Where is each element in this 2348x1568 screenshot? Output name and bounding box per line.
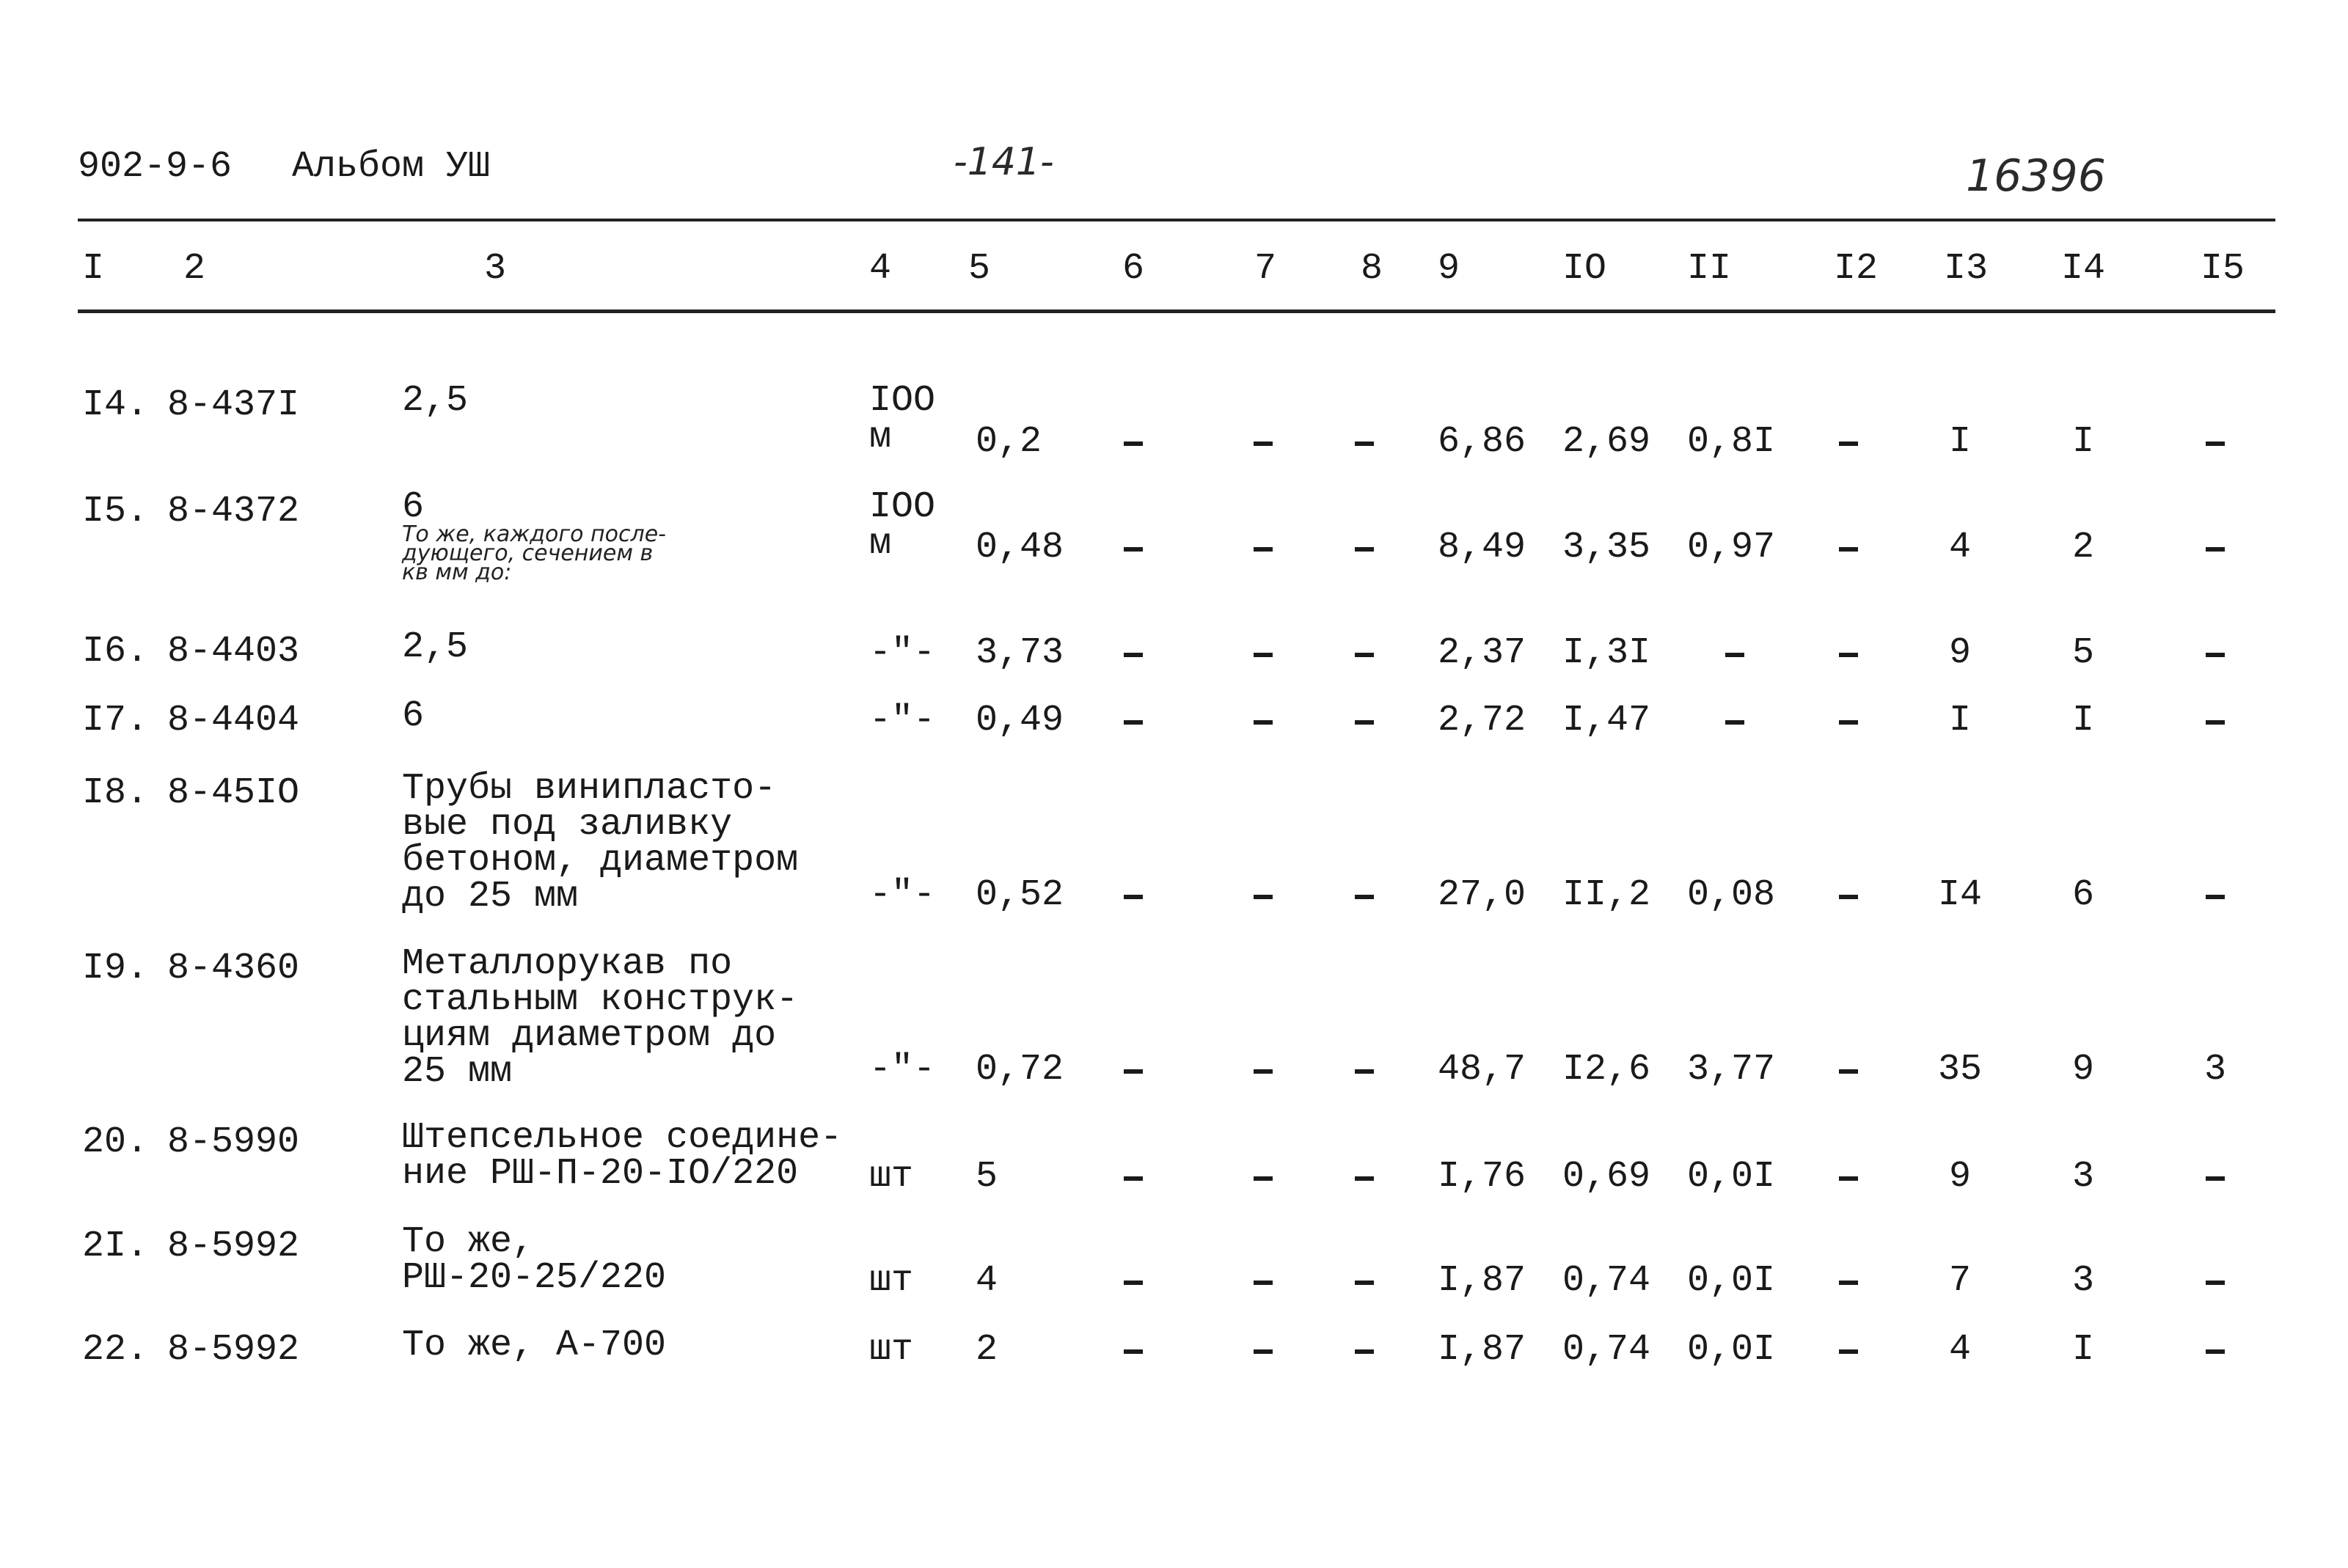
value-c5: 0,52 (976, 874, 1064, 916)
page-number-mark: -141- (954, 140, 1054, 184)
row-number: I5. (82, 491, 149, 532)
value-c11: 0,0I (1687, 1260, 1776, 1302)
item-description: Штепсельное соедине- ние РШ-П-20-IO/220 (402, 1117, 843, 1195)
value-c14: 3 (2071, 1260, 2095, 1302)
item-description: 2,5 (402, 626, 469, 668)
dash-c6 (1124, 442, 1143, 446)
column-header-12: I2 (1834, 248, 1879, 290)
dash-c7 (1254, 1281, 1273, 1285)
rate-code: 8-4360 (167, 948, 300, 989)
value-c5: 5 (976, 1156, 998, 1198)
album-title: Альбом УШ (292, 146, 491, 188)
value-c14: 5 (2071, 632, 2095, 674)
dash-c7 (1254, 653, 1273, 657)
value-c10: 3,35 (1562, 527, 1651, 568)
dash-c12 (1839, 1281, 1858, 1285)
value-c10: I,47 (1562, 700, 1651, 741)
value-c13: 9 (1948, 1156, 1972, 1198)
dash-c15 (2206, 653, 2225, 657)
value-c10: 0,69 (1562, 1156, 1651, 1198)
value-c5: 3,73 (976, 632, 1064, 674)
value-c11: 3,77 (1687, 1049, 1776, 1091)
value-c9: I,87 (1438, 1329, 1526, 1371)
dash-c7 (1254, 442, 1273, 446)
dash-c8 (1355, 1069, 1374, 1074)
rate-code: 8-437I (167, 384, 300, 426)
dash-c12 (1839, 1069, 1858, 1074)
value-c14: 9 (2071, 1049, 2095, 1091)
value-c14: 6 (2071, 874, 2095, 916)
column-header-14: I4 (2061, 248, 2106, 290)
unit-of-measure: -"- (869, 700, 936, 741)
value-c13: 9 (1948, 632, 1972, 674)
rate-code: 8-5990 (167, 1121, 300, 1163)
dash-c12 (1839, 1176, 1858, 1181)
dash-c6 (1124, 1176, 1143, 1181)
dash-c12 (1839, 720, 1858, 725)
dash-c7 (1254, 1349, 1273, 1354)
column-header-6: 6 (1122, 248, 1145, 290)
value-c13: I (1948, 421, 1972, 463)
dash-c15 (2206, 1281, 2225, 1285)
value-c14: I (2071, 1329, 2095, 1371)
rate-code: 8-45IO (167, 772, 300, 814)
value-c13: 4 (1948, 527, 1972, 568)
value-c9: 27,0 (1438, 874, 1526, 916)
unit-of-measure: -"- (869, 632, 936, 674)
row-number: 22. (82, 1329, 149, 1371)
value-c11: 0,8I (1687, 421, 1776, 463)
value-c5: 0,48 (976, 527, 1064, 568)
dash-c7 (1254, 895, 1273, 899)
dash-c11 (1725, 653, 1744, 657)
dash-c15 (2206, 442, 2225, 446)
dash-c8 (1355, 653, 1374, 657)
column-header-7: 7 (1254, 248, 1277, 290)
column-header-4: 4 (869, 248, 892, 290)
dash-c15 (2206, 720, 2225, 725)
item-description: То же, А-700 (402, 1325, 667, 1366)
column-header-1: I (82, 248, 105, 290)
item-description: То же, РШ-20-25/220 (402, 1221, 667, 1299)
unit-of-measure: -"- (869, 1049, 936, 1091)
dash-c6 (1124, 547, 1143, 552)
value-c9: I,87 (1438, 1260, 1526, 1302)
dash-c12 (1839, 653, 1858, 657)
item-description: Металлорукав по стальным конструк- циям диаметром до 25 мм (402, 943, 799, 1093)
dash-c6 (1124, 1349, 1143, 1354)
value-c15: 3 (2203, 1049, 2227, 1091)
row-number: I8. (82, 772, 149, 814)
dash-c8 (1355, 895, 1374, 899)
dash-c6 (1124, 895, 1143, 899)
value-c5: 4 (976, 1260, 998, 1302)
dash-c15 (2206, 1349, 2225, 1354)
value-c11: 0,08 (1687, 874, 1776, 916)
dash-c12 (1839, 895, 1858, 899)
value-c5: 0,72 (976, 1049, 1064, 1091)
dash-c8 (1355, 547, 1374, 552)
value-c5: 0,49 (976, 700, 1064, 741)
dash-c11 (1725, 720, 1744, 725)
value-c5: 0,2 (976, 421, 1042, 463)
dash-c6 (1124, 653, 1143, 657)
row-number: 2I. (82, 1226, 149, 1267)
value-c11: 0,97 (1687, 527, 1776, 568)
row-number: I7. (82, 700, 149, 741)
column-header-2: 2 (183, 248, 206, 290)
column-header-8: 8 (1361, 248, 1383, 290)
dash-c7 (1254, 1176, 1273, 1181)
value-c9: 48,7 (1438, 1049, 1526, 1091)
rate-code: 8-4404 (167, 700, 300, 741)
column-header-11: II (1687, 248, 1732, 290)
value-c14: 3 (2071, 1156, 2095, 1198)
dash-c6 (1124, 1281, 1143, 1285)
column-header-15: I5 (2201, 248, 2245, 290)
value-c10: I,3I (1562, 632, 1651, 674)
value-c10: I2,6 (1562, 1049, 1651, 1091)
item-description: Трубы винипласто- вые под заливку бетоном, диаметром до 25 мм (402, 768, 799, 917)
row-number: 20. (82, 1121, 149, 1163)
column-header-5: 5 (968, 248, 991, 290)
rate-code: 8-4403 (167, 631, 300, 673)
dash-c12 (1839, 547, 1858, 552)
dash-c6 (1124, 1069, 1143, 1074)
value-c11: 0,0I (1687, 1156, 1776, 1198)
rate-code: 8-5992 (167, 1329, 300, 1371)
column-header-9: 9 (1438, 248, 1460, 290)
value-c9: I,76 (1438, 1156, 1526, 1198)
unit-of-measure: шт (869, 1329, 914, 1371)
value-c10: 0,74 (1562, 1260, 1651, 1302)
value-c11: 0,0I (1687, 1329, 1776, 1371)
column-header-10: IO (1562, 248, 1607, 290)
value-c10: 0,74 (1562, 1329, 1651, 1371)
row-number: I6. (82, 631, 149, 673)
column-header-3: 3 (484, 248, 507, 290)
value-c9: 6,86 (1438, 421, 1526, 463)
unit-of-measure: шт (869, 1156, 914, 1198)
row-number: I4. (82, 384, 149, 426)
rate-code: 8-4372 (167, 491, 300, 532)
unit-of-measure: IOO м (869, 380, 936, 458)
row-number: I9. (82, 948, 149, 989)
column-header-13: I3 (1944, 248, 1989, 290)
value-c9: 2,37 (1438, 632, 1526, 674)
value-c9: 2,72 (1438, 700, 1526, 741)
dash-c6 (1124, 720, 1143, 725)
value-c13: 7 (1948, 1260, 1972, 1302)
header-bottom-rule (78, 309, 2275, 313)
value-c5: 2 (976, 1329, 998, 1371)
dash-c12 (1839, 442, 1858, 446)
dash-c8 (1355, 1349, 1374, 1354)
dash-c15 (2206, 547, 2225, 552)
value-c10: 2,69 (1562, 421, 1651, 463)
dash-c8 (1355, 442, 1374, 446)
dash-c12 (1839, 1349, 1858, 1354)
value-c13: I4 (1937, 874, 1983, 916)
dash-c15 (2206, 895, 2225, 899)
item-description: 2,5 (402, 380, 469, 422)
unit-of-measure: -"- (869, 874, 936, 916)
unit-of-measure: IOO м (869, 486, 936, 565)
value-c14: I (2071, 700, 2095, 741)
item-description: 6 То же, каждого после- дующего, сечением в кв мм до: (402, 486, 666, 585)
dash-c8 (1355, 1176, 1374, 1181)
dash-c8 (1355, 1281, 1374, 1285)
value-c13: 4 (1948, 1329, 1972, 1371)
dash-c15 (2206, 1176, 2225, 1181)
document-code: 902-9-6 (78, 146, 233, 188)
value-c13: I (1948, 700, 1972, 741)
dash-c8 (1355, 720, 1374, 725)
dash-c7 (1254, 1069, 1273, 1074)
unit-of-measure: шт (869, 1260, 914, 1302)
header-top-rule (78, 219, 2275, 221)
dash-c7 (1254, 720, 1273, 725)
value-c14: 2 (2071, 527, 2095, 568)
dash-c7 (1254, 547, 1273, 552)
value-c9: 8,49 (1438, 527, 1526, 568)
value-c14: I (2071, 421, 2095, 463)
rate-code: 8-5992 (167, 1226, 300, 1267)
item-description: 6 (402, 695, 425, 737)
value-c13: 35 (1937, 1049, 1983, 1091)
sheet-number: 16396 (1966, 150, 2106, 202)
value-c10: II,2 (1562, 874, 1651, 916)
